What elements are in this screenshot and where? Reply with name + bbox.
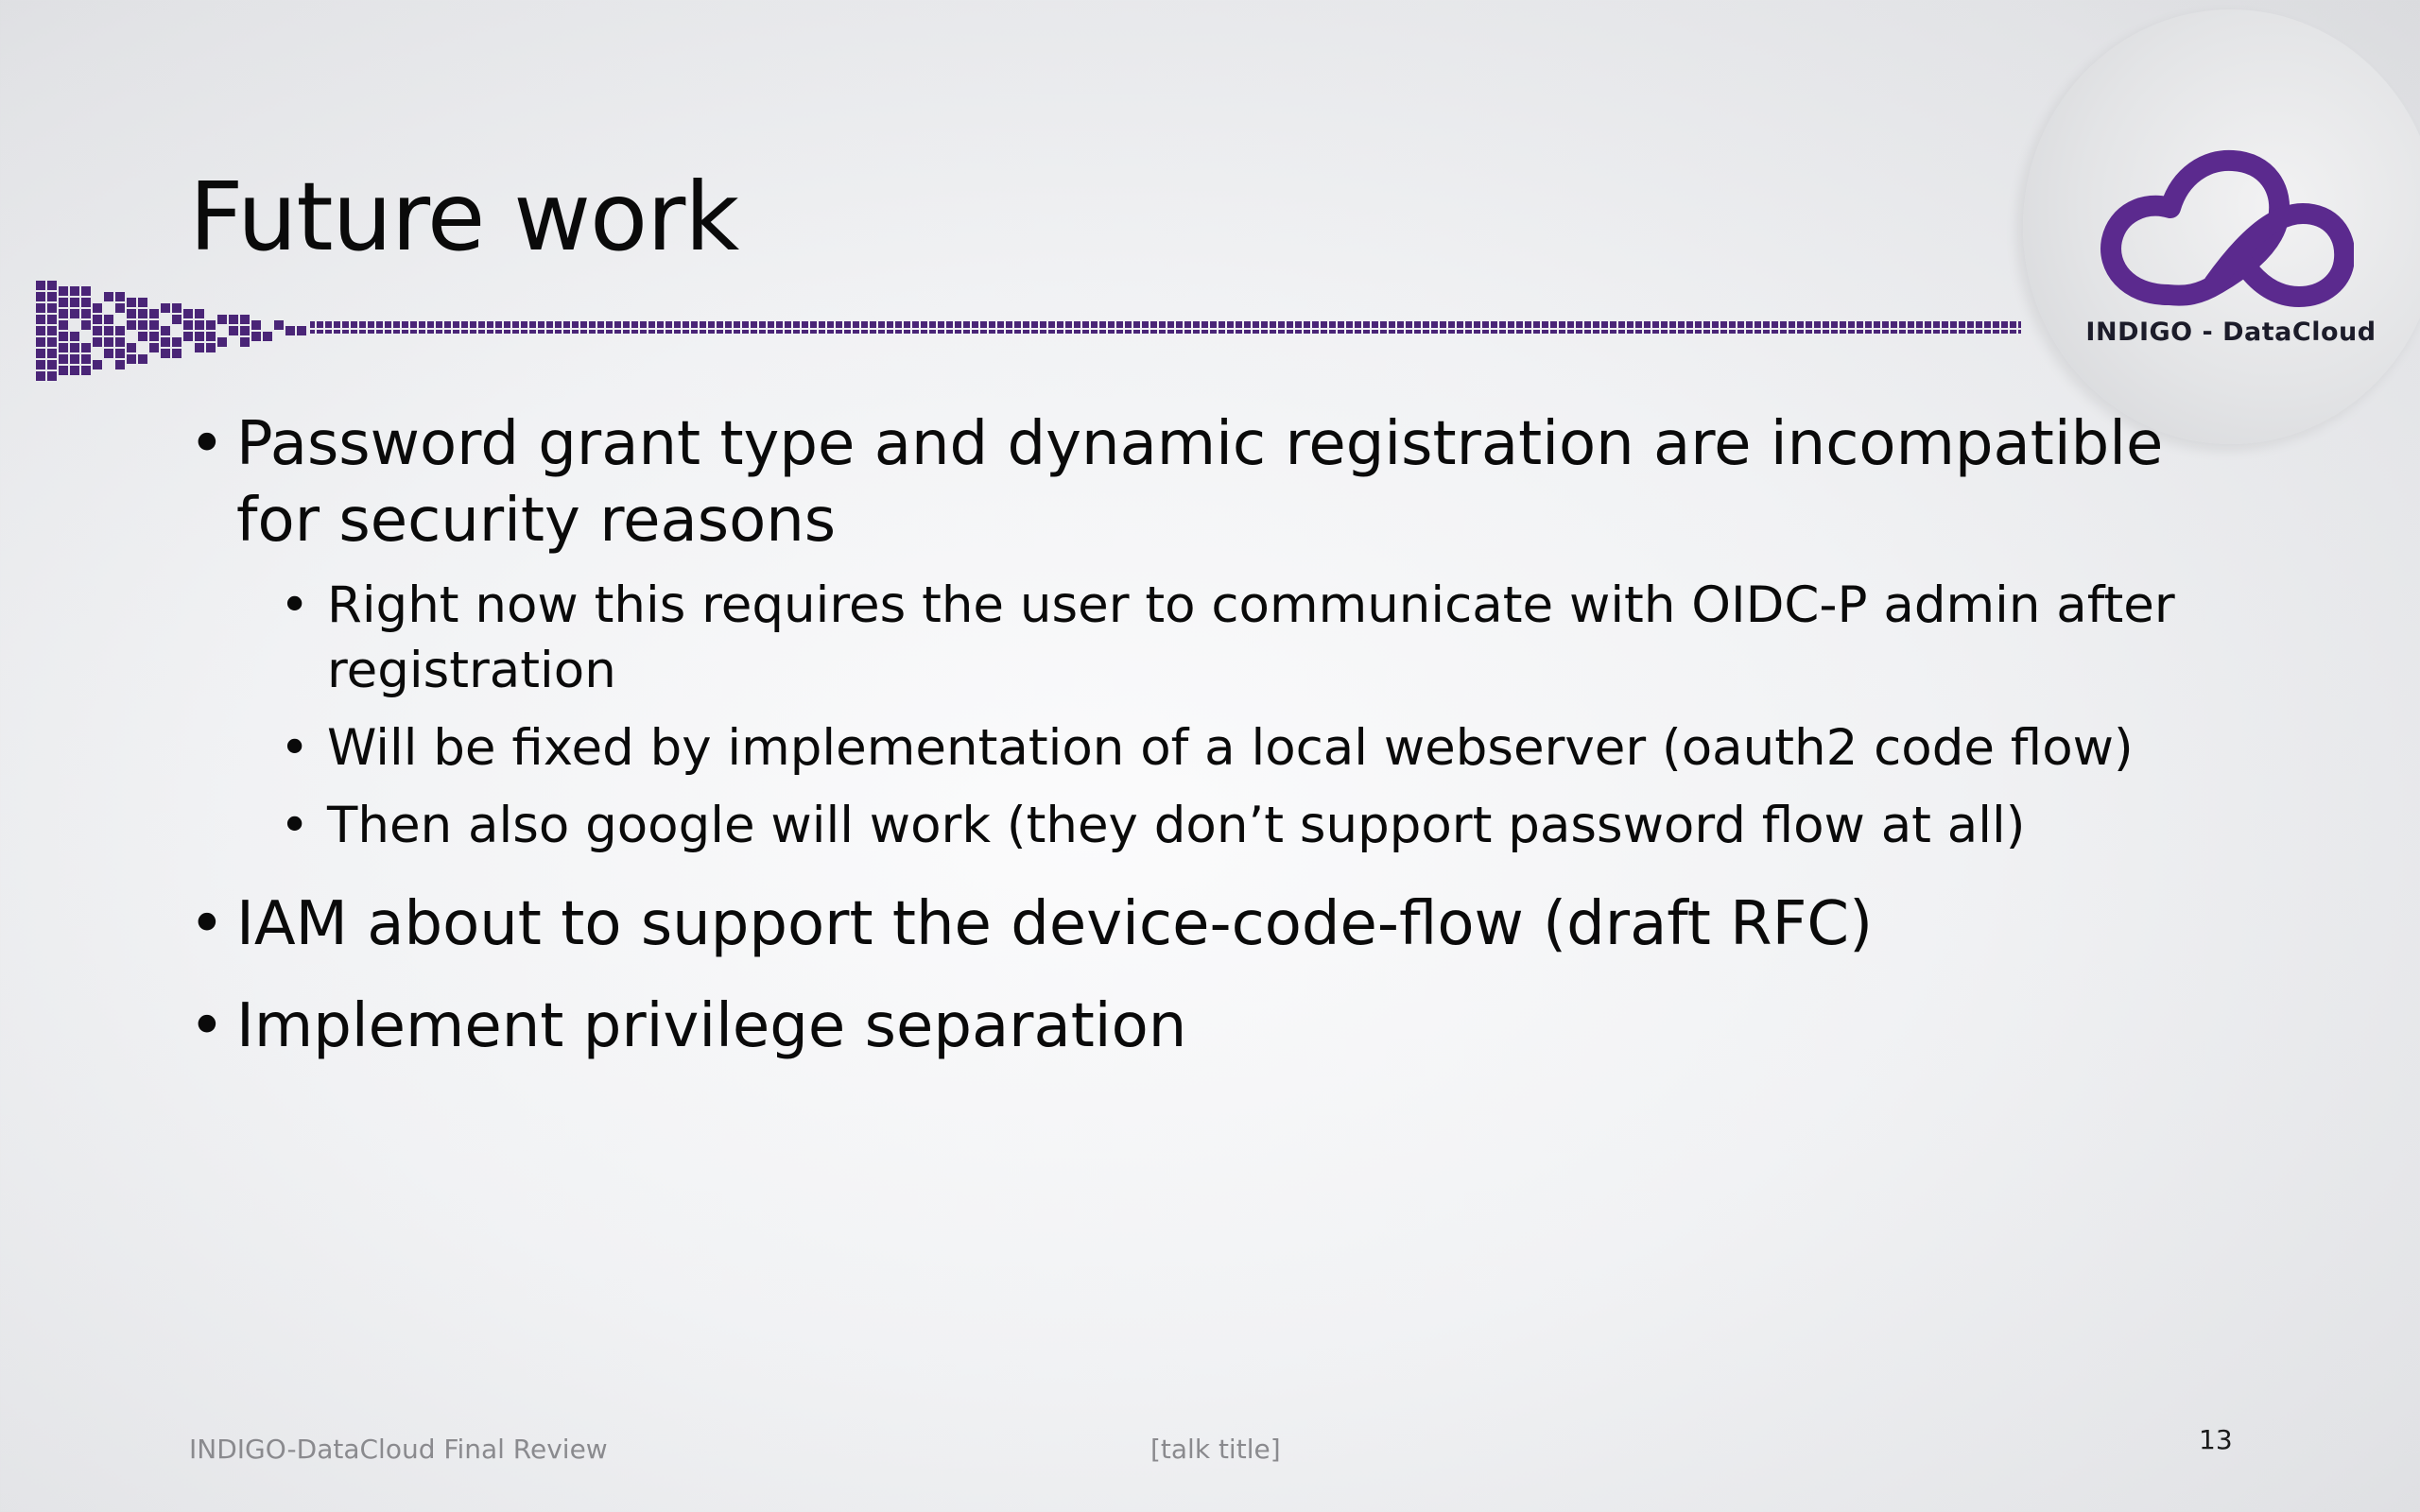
- pixel-cell: [81, 309, 91, 318]
- pixel-cell: [138, 332, 147, 341]
- bullet-dot-icon: •: [189, 889, 225, 959]
- footer-left: INDIGO-DataCloud Final Review: [189, 1434, 608, 1465]
- pixel-cell: [104, 292, 113, 301]
- pixel-cell: [127, 298, 136, 307]
- pixel-cell: [59, 320, 68, 330]
- pixel-cell: [81, 354, 91, 364]
- bullet-text: IAM about to support the device-code-flow (draft RFC): [236, 889, 1874, 959]
- pixel-cell: [59, 343, 68, 352]
- sub-bullet-text: Will be fixed by implementation of a local webserver (oauth2 code flow): [327, 719, 2134, 777]
- pixel-cell: [115, 326, 125, 335]
- sub-bullet-text: Then also google will work (they don’t support password flow at all): [327, 797, 2026, 854]
- pixel-cell: [70, 332, 79, 341]
- pixel-cell: [127, 343, 136, 352]
- pixel-cell: [47, 315, 57, 324]
- sub-bullet-item: [280, 715, 2193, 781]
- pixel-cell: [127, 309, 136, 318]
- pixel-cell: [127, 354, 136, 364]
- bullet-dot-icon: •: [280, 719, 310, 777]
- pixel-cell: [36, 360, 45, 369]
- pixel-cell: [36, 281, 45, 290]
- pixel-cell: [115, 360, 125, 369]
- pixel-cell: [115, 292, 125, 301]
- pixel-cell: [229, 315, 238, 324]
- logo-text: INDIGO - DataCloud: [2085, 318, 2377, 347]
- pixel-cell: [47, 326, 57, 335]
- pixel-cell: [161, 303, 170, 313]
- pixel-cell: [138, 320, 147, 330]
- pixel-cell: [93, 326, 102, 335]
- bullet-item: [189, 406, 2193, 559]
- pixel-cell: [138, 298, 147, 307]
- pixel-cell: [81, 286, 91, 296]
- pixel-cell: [161, 337, 170, 347]
- pixel-cell: [285, 326, 295, 335]
- pixel-cell: [36, 292, 45, 301]
- pixel-cell: [138, 354, 147, 364]
- pixel-cell: [59, 354, 68, 364]
- sub-bullet-item: [280, 793, 2193, 858]
- pixel-cell: [240, 315, 250, 324]
- pixel-cell: [104, 337, 113, 347]
- pixel-cell: [70, 343, 79, 352]
- pixel-cell: [251, 320, 261, 330]
- footer-talk-title: [talk title]: [1150, 1434, 1281, 1465]
- pixel-cell: [251, 332, 261, 341]
- bullet-item: [189, 886, 2193, 963]
- bullet-dot-icon: •: [189, 991, 225, 1061]
- pixel-cell: [172, 337, 182, 347]
- pixel-cell: [240, 326, 250, 335]
- bullet-item: [189, 988, 2193, 1065]
- pixel-rule-divider: [36, 279, 2021, 421]
- pixel-cell: [59, 309, 68, 318]
- pixel-cell: [59, 286, 68, 296]
- pixel-cell: [93, 303, 102, 313]
- pixel-cell: [274, 320, 284, 330]
- pixel-cell: [59, 366, 68, 375]
- pixel-cell: [36, 303, 45, 313]
- pixel-cell: [172, 349, 182, 358]
- pixel-cell: [70, 298, 79, 307]
- pixel-cell: [172, 303, 182, 313]
- pixel-cell: [297, 326, 306, 335]
- pixel-cell: [206, 332, 216, 341]
- pixel-cell: [36, 326, 45, 335]
- bullet-dot-icon: •: [280, 576, 310, 634]
- pixel-cell: [81, 343, 91, 352]
- pixel-cell: [70, 309, 79, 318]
- pixel-cell: [93, 315, 102, 324]
- pixel-cell: [36, 371, 45, 381]
- pixel-cell: [149, 320, 159, 330]
- pixel-cell: [47, 303, 57, 313]
- pixel-cell: [172, 315, 182, 324]
- pixel-cell: [195, 320, 204, 330]
- page-number: 13: [2199, 1424, 2233, 1455]
- pixel-cell: [217, 337, 227, 347]
- pixel-cell: [115, 337, 125, 347]
- pixel-cell: [81, 298, 91, 307]
- sub-bullet-text: Right now this requires the user to communicate with OIDC-P admin after registration: [327, 576, 2175, 699]
- pixel-cell: [47, 360, 57, 369]
- pixel-cell: [161, 349, 170, 358]
- pixel-cell: [195, 332, 204, 341]
- pixel-cell: [217, 315, 227, 324]
- pixel-cell: [149, 309, 159, 318]
- pixel-cell: [115, 349, 125, 358]
- pixel-cell: [36, 337, 45, 347]
- pixel-cell: [127, 320, 136, 330]
- pixel-cell: [47, 292, 57, 301]
- bullet-dot-icon: •: [280, 797, 310, 854]
- pixel-cell: [195, 309, 204, 318]
- pixel-cell: [59, 332, 68, 341]
- bullet-list: [189, 406, 2193, 1065]
- pixel-cell: [229, 326, 238, 335]
- pixel-cell: [70, 286, 79, 296]
- pixel-cell: [47, 349, 57, 358]
- pixel-cell: [93, 360, 102, 369]
- pixel-cell: [138, 309, 147, 318]
- pixel-cell: [263, 332, 272, 341]
- pixel-cell: [81, 320, 91, 330]
- pixel-cell: [36, 349, 45, 358]
- pixel-cell: [70, 366, 79, 375]
- pixel-cell: [115, 303, 125, 313]
- pixel-cell: [93, 337, 102, 347]
- cloud-infinity-logo-icon: [2099, 142, 2354, 312]
- pixel-cell: [161, 326, 170, 335]
- pixel-cell: [183, 320, 193, 330]
- pixel-cell: [206, 343, 216, 352]
- slide-title: Future work: [189, 162, 739, 272]
- pixel-cell: [104, 326, 113, 335]
- pixel-cell: [47, 281, 57, 290]
- pixel-cell: [81, 366, 91, 375]
- pixel-cell: [47, 371, 57, 381]
- bullet-dot-icon: •: [189, 409, 225, 479]
- pixel-cell: [240, 337, 250, 347]
- pixel-cell: [104, 349, 113, 358]
- pixel-cell: [149, 332, 159, 341]
- bullet-text: Implement privilege separation: [236, 991, 1187, 1061]
- sub-bullet-item: [280, 573, 2193, 703]
- pixel-cell: [149, 343, 159, 352]
- pixel-cell: [59, 298, 68, 307]
- pixel-cell: [183, 309, 193, 318]
- pixel-cell: [36, 315, 45, 324]
- pixel-cell: [195, 343, 204, 352]
- bullet-text: Password grant type and dynamic registration are incompatible for security reasons: [236, 409, 2164, 556]
- pixel-cell: [47, 337, 57, 347]
- pixel-cell: [70, 354, 79, 364]
- pixel-cell: [104, 315, 113, 324]
- logo: [2023, 9, 2420, 444]
- pixel-cell: [206, 320, 216, 330]
- pixel-cell: [183, 332, 193, 341]
